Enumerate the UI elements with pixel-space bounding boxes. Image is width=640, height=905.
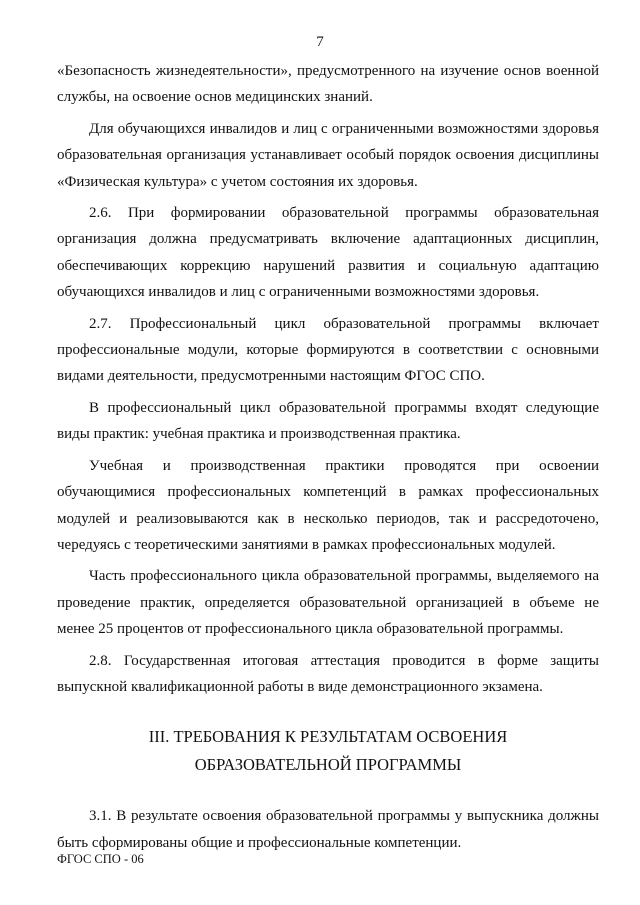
section-heading-line-2: ОБРАЗОВАТЕЛЬНОЙ ПРОГРАММЫ — [194, 755, 462, 775]
paragraph: В профессиональный цикл образовательной программы входят следующие виды практик: учебная практика и производственная практика. — [57, 399, 599, 443]
document-body — [57, 58, 599, 861]
page-number: 7 — [316, 34, 324, 50]
footer-code: ФГОС СПО - 06 — [57, 852, 144, 866]
paragraph: Для обучающихся инвалидов и лиц с ограниченными возможностями здоровья образовательная организация устанавливает особый порядок освоения дисциплины «Физическая культура» с учетом состояния их здоровья. — [57, 120, 599, 190]
paragraph: 2.6. При формировании образовательной программы образовательная организация должна предусматривать включение адаптационных дисциплин, обеспечивающих коррекцию нарушений развития и социальную адаптацию обучающихся инвалидов и лиц с ограниченными возможностями здоровья. — [57, 205, 599, 301]
paragraph: 2.8. Государственная итоговая аттестация проводится в форме защиты выпускной квалификационной работы в виде демонстрационного экзамена. — [57, 652, 599, 695]
paragraph-group-before — [57, 58, 599, 700]
section-heading-line-1: III. ТРЕБОВАНИЯ К РЕЗУЛЬТАТАМ ОСВОЕНИЯ — [148, 727, 508, 747]
paragraph-group-after — [57, 803, 599, 856]
paragraph: «Безопасность жизнедеятельности», предусмотренного на изучение основ военной службы, на освоение основ медицинских знаний. — [57, 63, 599, 106]
paragraph: Учебная и производственная практики проводятся при освоении обучающимися профессиональных компетенций в рамках профессиональных модулей и реализовываются как в несколько периодов, так и рассредоточено, чередуясь с теоретическими занятиями в рамках профессиональных модулей. — [57, 457, 599, 553]
paragraph: 2.7. Профессиональный цикл образовательной программы включает профессиональные модули, которые формируются в соответствии с основными видами деятельности, предусмотренными настоящим ФГОС СПО. — [57, 315, 599, 385]
paragraph: 3.1. В результате освоения образовательной программы у выпускника должны быть сформированы общие и профессиональные компетенции. — [57, 808, 599, 851]
paragraph: Часть профессионального цикла образовательной программы, выделяемого на проведение практик, определяется образовательной организацией в объеме не менее 25 процентов от профессионального цикла образовательной программы. — [57, 568, 599, 638]
section-heading — [57, 723, 599, 779]
